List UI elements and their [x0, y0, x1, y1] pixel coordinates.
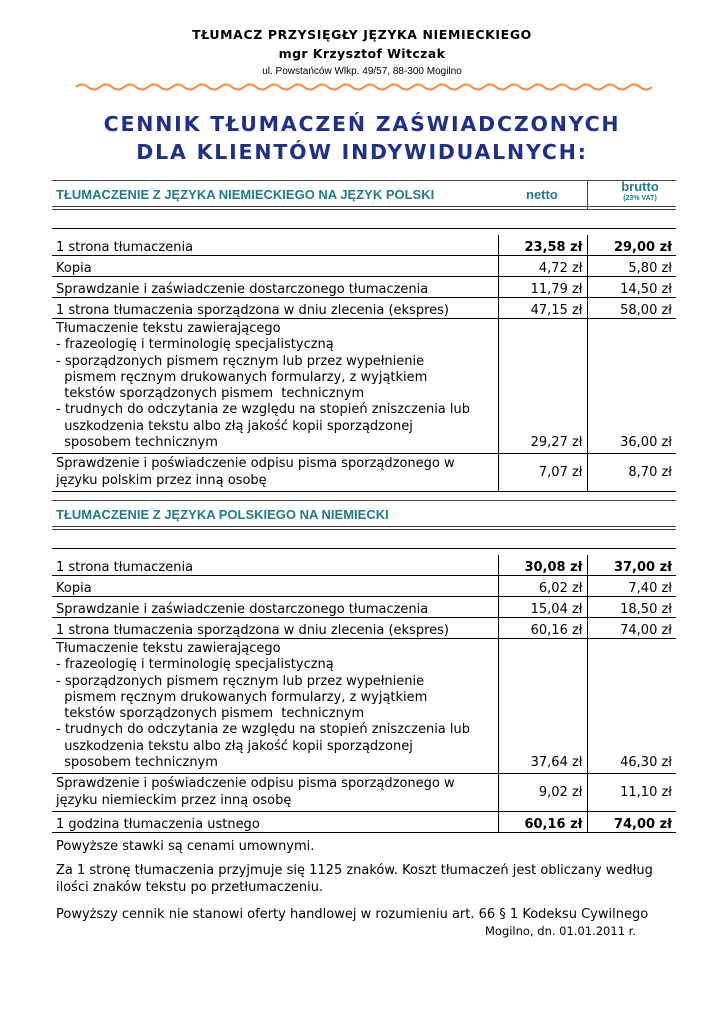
- row-netto: 11,79 zł: [498, 277, 587, 298]
- row-netto: 37,64 zł: [498, 639, 587, 774]
- row-brutto: 74,00 zł: [587, 811, 676, 832]
- row-description: Sprawdzanie i zaświadczenie dostarczonego tłumaczenia: [52, 277, 498, 298]
- row-description: 1 strona tłumaczenia sporządzona w dniu zlecenia (ekspres): [52, 298, 498, 319]
- row-description: Tłumaczenie tekstu zawierającego - frazeologię i terminologię specjalistyczną - sporządzonych pismem ręcznym lub przez wypełnienie pismem ręcznym drukowanych formularzy, z wyjątkiem tekstów sporządzonych pismem technicznym - trudnych do odczytania ze względu na stopień zniszczenia lub uszkodzenia tekstu albo złą jakość kopii sporządzonej sposobem technicznym: [52, 639, 498, 774]
- brutto-column-header: brutto: [621, 179, 659, 194]
- translator-name: mgr Krzysztof Witczak: [278, 46, 446, 61]
- section1-price-table: [52, 228, 676, 492]
- row-netto: 15,04 zł: [498, 597, 587, 618]
- table-row: [52, 235, 676, 256]
- row-netto: 29,27 zł: [498, 319, 587, 454]
- row-brutto: 18,50 zł: [587, 597, 676, 618]
- row-netto: 47,15 zł: [498, 298, 587, 319]
- table-row: [52, 597, 676, 618]
- row-brutto: 37,00 zł: [587, 555, 676, 576]
- row-description: 1 godzina tłumaczenia ustnego: [52, 811, 498, 832]
- table-row: [52, 454, 676, 492]
- note-page-definition: Za 1 stronę tłumaczenia przyjmuje się 1125 znaków. Koszt tłumaczeń jest obliczany według ilości znaków tekstu po przetłumaczeniu.: [56, 863, 653, 895]
- section2-label: TŁUMACZENIE Z JĘZYKA POLSKIEGO NA NIEMIECKI: [56, 507, 389, 522]
- row-description: Kopia: [52, 576, 498, 597]
- table-row: [52, 555, 676, 576]
- table-row: [52, 774, 676, 812]
- section1-label: TŁUMACZENIE Z JĘZYKA NIEMIECKIEGO NA JĘZYK POLSKI: [56, 187, 435, 202]
- row-netto: 60,16 zł: [498, 811, 587, 832]
- row-brutto: 74,00 zł: [587, 618, 676, 639]
- translator-address: ul. Powstańców Wlkp. 49/57, 88-300 Mogilno: [262, 66, 462, 77]
- row-description: Sprawdzenie i poświadczenie odpisu pisma sporządzonego w języku polskim przez inną osobę: [52, 454, 498, 492]
- row-brutto: 36,00 zł: [587, 319, 676, 454]
- row-netto: 23,58 zł: [498, 235, 587, 256]
- translator-title: TŁUMACZ PRZYSIĘGŁY JĘZYKA NIEMIECKIEGO: [192, 27, 532, 42]
- table-row: [52, 256, 676, 277]
- row-brutto: 29,00 zł: [587, 235, 676, 256]
- section1-header: [52, 180, 676, 210]
- page-title-line1: CENNIK TŁUMACZEŃ ZAŚWIADCZONYCH: [103, 112, 621, 136]
- row-netto: 30,08 zł: [498, 555, 587, 576]
- note-not-offer: Powyższy cennik nie stanowi oferty handlowej w rozumieniu art. 66 § 1 Kodeksu Cywilnego: [56, 907, 649, 922]
- row-brutto: 58,00 zł: [587, 298, 676, 319]
- netto-column-header: netto: [526, 187, 558, 202]
- section2-header: [52, 500, 676, 530]
- note-contract-rates: Powyższe stawki są cenami umownymi.: [56, 839, 315, 854]
- row-brutto: 8,70 zł: [587, 454, 676, 492]
- row-netto: 7,07 zł: [498, 454, 587, 492]
- section2-price-table: [52, 548, 676, 833]
- place-and-date: Mogilno, dn. 01.01.2011 r.: [484, 924, 636, 938]
- table-row: [52, 811, 676, 832]
- row-description: Kopia: [52, 256, 498, 277]
- row-netto: 4,72 zł: [498, 256, 587, 277]
- row-brutto: 5,80 zł: [587, 256, 676, 277]
- row-brutto: 11,10 zł: [587, 774, 676, 812]
- row-description: Sprawdzanie i zaświadczenie dostarczonego tłumaczenia: [52, 597, 498, 618]
- table-row: [52, 319, 676, 454]
- row-brutto: 46,30 zł: [587, 639, 676, 774]
- row-description: Sprawdzenie i poświadczenie odpisu pisma sporządzonego w języku niemieckim przez inną osobę: [52, 774, 498, 812]
- row-description: 1 strona tłumaczenia: [52, 235, 498, 256]
- table-row: [52, 277, 676, 298]
- row-netto: 9,02 zł: [498, 774, 587, 812]
- row-brutto: 7,40 zł: [587, 576, 676, 597]
- row-description: 1 strona tłumaczenia: [52, 555, 498, 576]
- row-netto: 6,02 zł: [498, 576, 587, 597]
- vat-note: (23% VAT): [623, 195, 657, 202]
- row-description: Tłumaczenie tekstu zawierającego - frazeologię i terminologię specjalistyczną - sporządzonych pismem ręcznym lub przez wypełnienie pismem ręcznym drukowanych formularzy, z wyjątkiem tekstów sporządzonych pismem technicznym - trudnych do odczytania ze względu na stopień zniszczenia lub uszkodzenia tekstu albo złą jakość kopii sporządzonej sposobem technicznym: [52, 319, 498, 454]
- row-brutto: 14,50 zł: [587, 277, 676, 298]
- table-row: [52, 639, 676, 774]
- table-row: [52, 618, 676, 639]
- table-row: [52, 576, 676, 597]
- table-row: [52, 298, 676, 319]
- row-description: 1 strona tłumaczenia sporządzona w dniu zlecenia (ekspres): [52, 618, 498, 639]
- page-title-line2: DLA KLIENTÓW INDYWIDUALNYCH:: [136, 140, 588, 164]
- row-netto: 60,16 zł: [498, 618, 587, 639]
- decorative-wave-divider: [76, 82, 652, 92]
